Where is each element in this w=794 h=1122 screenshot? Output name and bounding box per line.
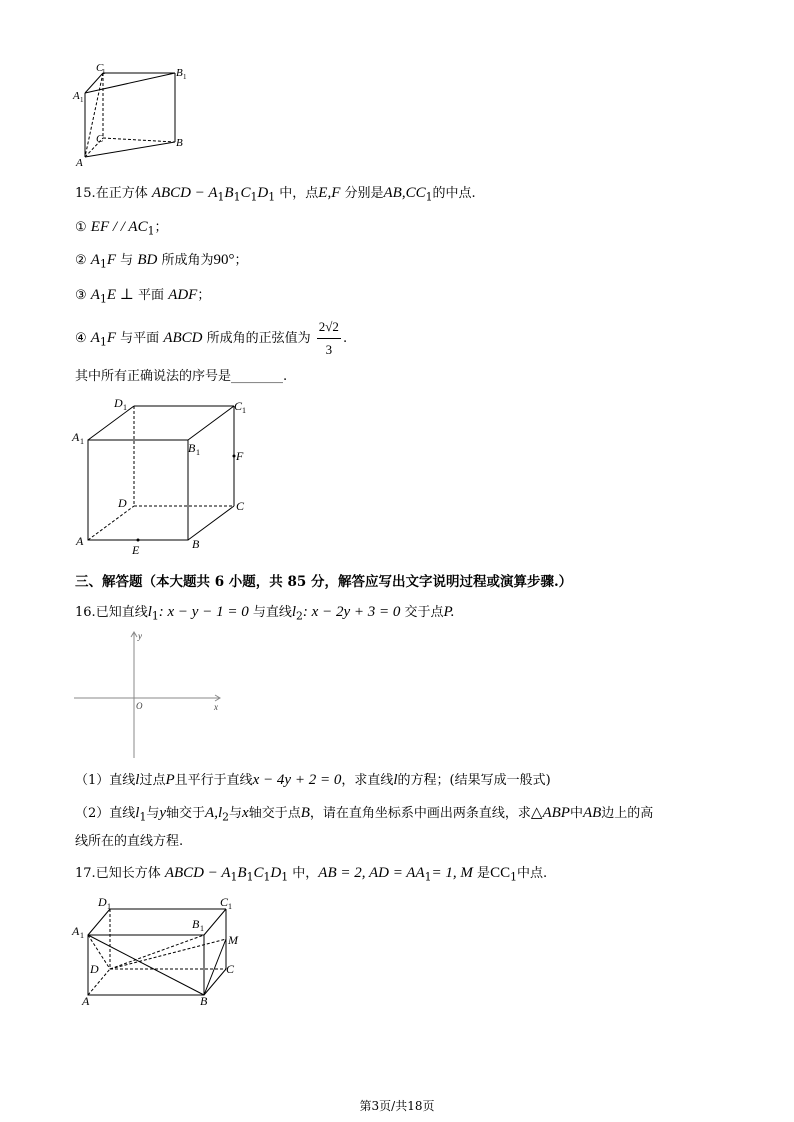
label-E: E: [132, 543, 140, 557]
q15-statement-2: ② $A_1F$ 与 BD 所成角为90°；: [75, 252, 248, 271]
svg-text:1: 1: [200, 924, 204, 933]
q16-part1: （1）直线l过点P且平行于直线x − 4y + 2 = 0，求直线l的方程；(结果写成一般式): [75, 772, 551, 788]
coordinate-axes: [70, 628, 240, 763]
q15-statement-3: ③ $A_1E$ ⊥ 平面 ADF；: [75, 287, 211, 306]
prism-figure: [70, 60, 200, 170]
label-A: A: [76, 534, 84, 548]
axis-x-label: x: [214, 702, 218, 712]
label-D: D: [118, 496, 127, 510]
sine-fraction: $\frac{2√2}{3}$: [317, 316, 341, 361]
label-B1: B: [192, 917, 200, 931]
label-B: B: [200, 994, 208, 1008]
box-figure: [70, 893, 250, 1013]
q15-question: 其中所有正确说法的序号是________.: [75, 369, 288, 384]
label-A1: A: [73, 90, 80, 102]
label-D1: D: [114, 396, 123, 410]
label-C: C: [226, 962, 235, 976]
svg-text:1: 1: [242, 406, 246, 415]
label-A: A: [82, 994, 90, 1008]
section-heading: 三、解答题（本大题共 6 小题，共 85 分，解答应写出文字说明过程或演算步骤.）: [75, 574, 573, 590]
label-C1: C: [234, 399, 243, 413]
q16-part2: （2）直线$l_1$与y轴交于$A,l_2$与x轴交于点B，请在直角坐标系中画出两条直线，求△ABP中AB边上的高: [75, 805, 654, 824]
q15-stem: 15.在正方体 ABCD − $A_1B_1C_1D_1$ 中，点E,F 分别是$AB,CC_1$的中点.: [75, 185, 476, 204]
label-B: B: [176, 137, 183, 149]
svg-text:1: 1: [80, 437, 84, 446]
q17-stem: 17.已知长方体 ABCD − $A_1B_1C_1D_1$ 中，AB = 2, AD = $AA_1= 1$, M 是$CC_1$中点.: [75, 865, 548, 884]
q16-stem: 16.已知直线$l_1$: x − y − 1 = 0 与直线$l_2$: x − 2y + 3 = 0 交于点P.: [75, 604, 455, 623]
label-A: A: [76, 157, 83, 169]
svg-text:1: 1: [107, 902, 111, 911]
label-A1: A: [72, 430, 80, 444]
label-F: F: [236, 449, 244, 463]
svg-text:1: 1: [102, 68, 106, 76]
label-A1: A: [72, 924, 80, 938]
svg-text:1: 1: [80, 931, 84, 940]
page-footer: 第3页/共18页: [359, 1099, 435, 1113]
axis-y-label: y: [138, 631, 142, 641]
label-C: C: [96, 133, 104, 145]
label-D: D: [90, 962, 99, 976]
svg-text:1: 1: [196, 448, 200, 457]
label-C1: C: [96, 62, 104, 74]
svg-text:1: 1: [123, 403, 127, 412]
svg-text:1: 1: [183, 73, 187, 81]
label-C: C: [236, 499, 245, 513]
q15-statement-1: ① EF / / $AC_1$；: [75, 219, 168, 238]
label-B1: B: [176, 67, 183, 79]
label-C1: C: [220, 895, 229, 909]
q15-statement-4: ④ $A_1F$ 与平面 ABCD 所成角的正弦值为 $\frac{2√2}{3}$ .: [75, 316, 347, 361]
label-M: M: [228, 933, 238, 947]
svg-text:1: 1: [80, 96, 84, 104]
origin-label: O: [136, 701, 143, 711]
label-D1: D: [98, 895, 107, 909]
svg-text:1: 1: [228, 902, 232, 911]
label-B: B: [192, 537, 200, 551]
label-B1: B: [188, 441, 196, 455]
cube-figure: [70, 392, 250, 557]
q16-part2-cont: 线所在的直线方程.: [75, 834, 184, 849]
